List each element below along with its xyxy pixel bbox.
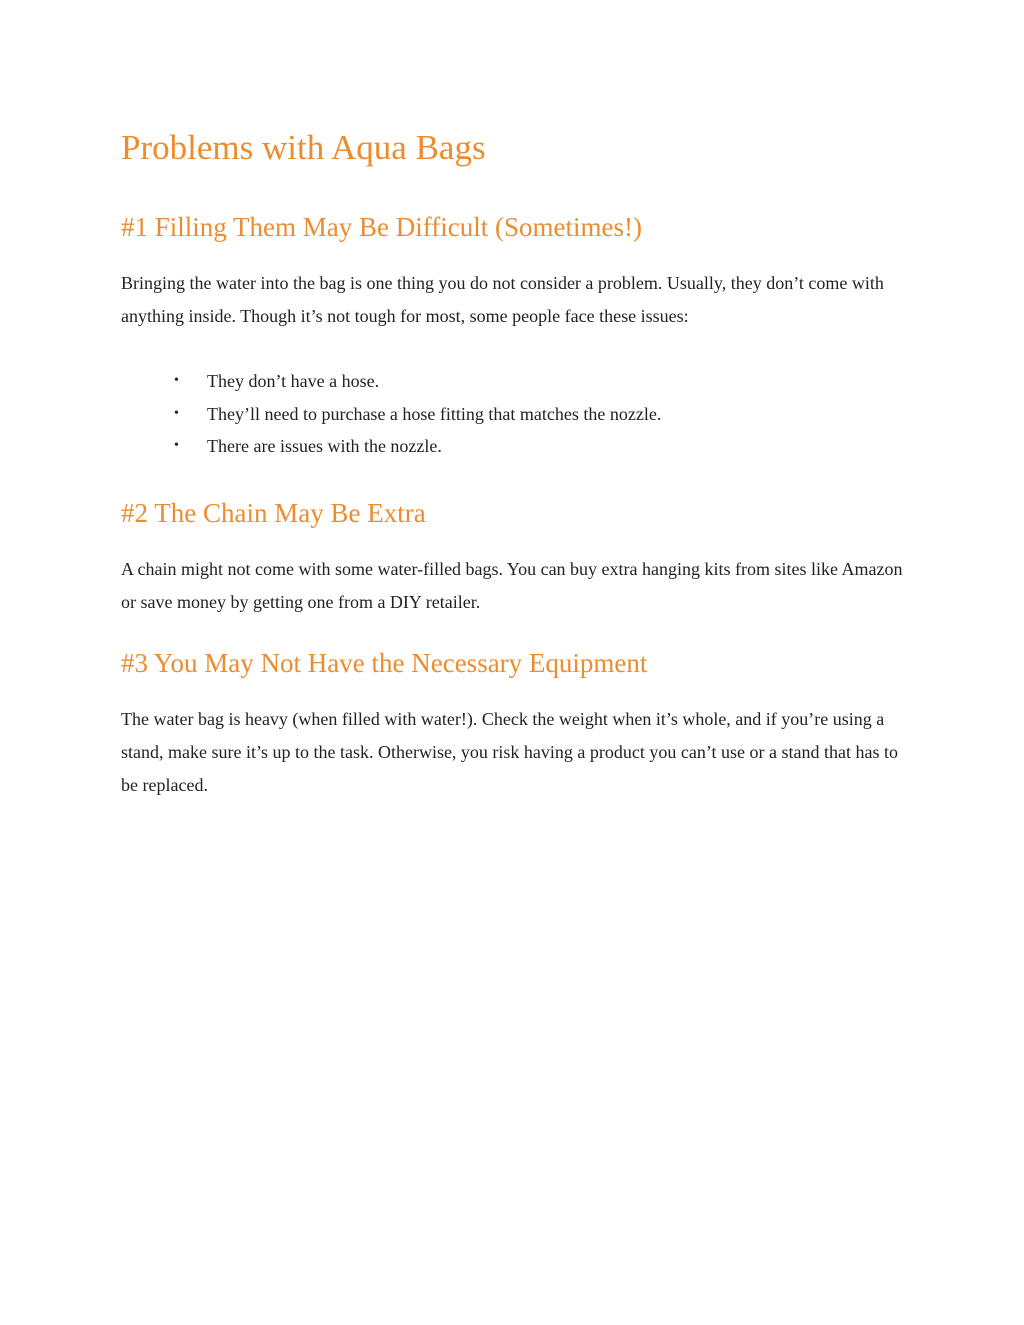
section-heading-2: #2 The Chain May Be Extra [121,497,426,528]
list-item [121,430,911,463]
list-item-text: They don’t have a hose. [207,371,380,391]
list-item-text: They’ll need to purchase a hose fitting that matches the nozzle. [207,403,662,424]
document-content [121,125,911,802]
section-paragraph-1: Bringing the water into the bag is one thing you do not consider a problem. Usually, they don’t come with anything inside. Though it’s not tough for most, some people face these issues: [121,273,884,326]
bullet-icon: • [174,405,179,421]
bullet-icon: • [174,438,179,453]
list-item [121,398,911,431]
section-paragraph-3: The water bag is heavy (when filled with water!). Check the weight when it’s whole, and if you’re using a stand, make sure it’s up to the task. Otherwise, you risk having a product you can’t use or a stand that has to be replaced. [121,708,899,795]
bullet-icon: • [174,373,179,388]
section-paragraph-2: A chain might not come with some water-filled bags. You can buy extra hanging kits from sites like Amazon or save money by getting one from a DIY retailer. [121,558,903,612]
issues-list [121,365,911,463]
list-item-text: There are issues with the nozzle. [207,436,442,456]
page-title: Problems with Aqua Bags [121,128,486,167]
section-heading-3: #3 You May Not Have the Necessary Equipment [121,647,648,678]
section-heading-1: #1 Filling Them May Be Difficult (Sometimes!) [121,212,642,242]
list-item [121,365,911,398]
